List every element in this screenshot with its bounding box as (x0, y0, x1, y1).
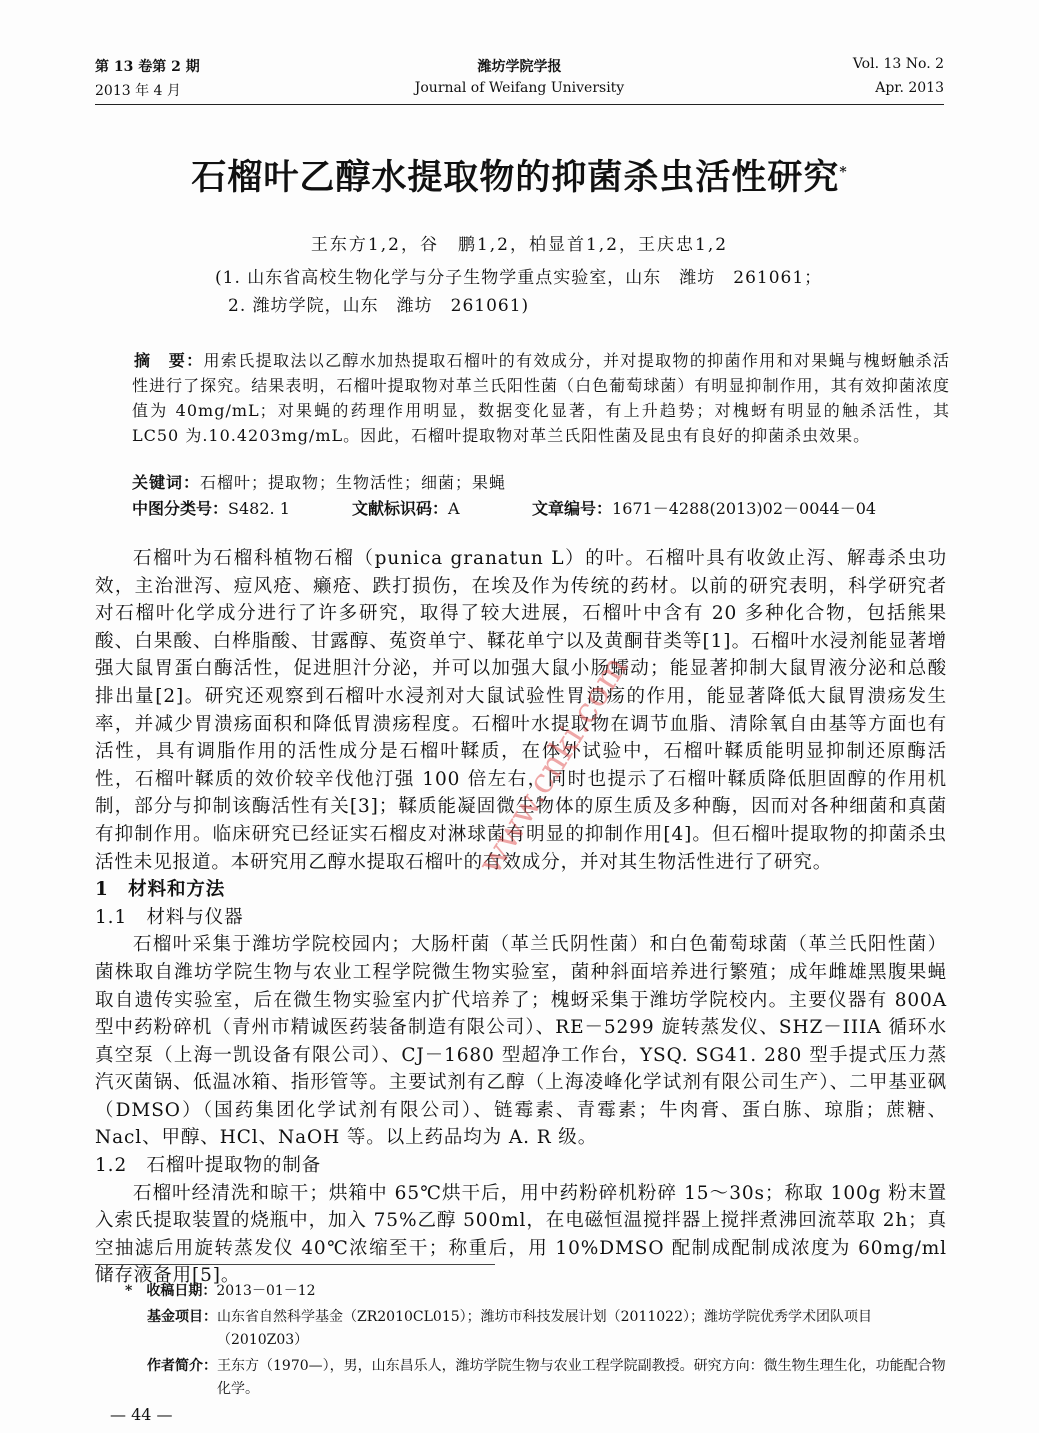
footnote-fund (147, 1306, 947, 1352)
date-en: Apr. 2013 (875, 80, 944, 96)
title-text: 石榴叶乙醇水提取物的抑菌杀虫活性研究 (191, 157, 840, 198)
doc-code (352, 496, 460, 519)
received-label: * 收稿日期： (125, 1283, 217, 1299)
page-number: — 44 — (110, 1405, 173, 1424)
author-bio-text: 王东方（1970—），男，山东昌乐人，潍坊学院生物与农业工程学院副教授。研究方向：微生物生理生化，功能配合物化学。 (217, 1358, 946, 1397)
journal-cn: 潍坊学院学报 (477, 59, 562, 75)
received-date: 2013－01－12 (216, 1283, 316, 1299)
keywords-text: 石榴叶；提取物；生物活性；细菌；果蝇 (200, 473, 507, 492)
article-number-label: 文章编号： (532, 499, 613, 518)
subsection-heading: 1.1 材料与仪器 (95, 906, 244, 928)
keywords-label: 关键词： (132, 473, 201, 492)
journal-en: Journal of Weifang University (414, 80, 625, 96)
affiliation-2: 2. 潍坊学院，山东 潍坊 261061) (228, 296, 530, 316)
fund-label: 基金项目： (147, 1309, 217, 1325)
article-number-value: 1671－4288(2013)02－0044－04 (612, 499, 877, 518)
section-heading: 1 材料和方法 (95, 879, 226, 901)
volume-cn: 第 13 卷第 2 期 (95, 59, 200, 75)
preparation-paragraph: 石榴叶经清洗和晾干；烘箱中 65℃烘干后，用中药粉碎机粉碎 15～30s；称取 100g 粉末置入索氏提取装置的烧瓶中，加入 75%乙醇 500ml，在电磁恒温搅拌器上搅拌煮沸回流萃取 2h；真空抽滤后用旋转蒸发仪 40℃浓缩至干；称重后，用 10%DMSO 配制成配制成浓度为 60mg/ml 储存液备用[5]。 (95, 1182, 947, 1287)
classification (132, 496, 290, 519)
title-footnote-mark: * (839, 164, 848, 181)
doc-code-value: A (448, 499, 460, 518)
header-rule (95, 104, 944, 105)
abstract-text: 用索氏提取法以乙醇水加热提取石榴叶的有效成分，并对提取物的抑菌作用和对果蝇与槐蚜触杀活性进行了探究。结果表明，石榴叶提取物对革兰氏阳性菌（白色葡萄球菌）有明显抑制作用，其有效抑菌浓度值为 40mg/mL；对果蝇的药理作用明显，数据变化显著，有上升趋势；对槐蚜有明显的触杀活性，其 LC50 为.10.4203mg/mL。因此，石榴叶提取物对革兰氏阳性菌及昆虫有良好的抑菌杀虫效果。 (132, 351, 950, 445)
subsection-heading: 1.2 石榴叶提取物的制备 (95, 1155, 322, 1177)
footnote-received (125, 1280, 945, 1303)
affiliation-1: (1. 山东省高校生物化学与分子生物学重点实验室，山东 潍坊 261061； (215, 268, 823, 288)
paper-title (0, 150, 1039, 200)
keywords (132, 470, 950, 495)
article-number (532, 496, 876, 519)
intro-paragraph: 石榴叶为石榴科植物石榴（punica granatun L）的叶。石榴叶具有收敛止泻、解毒杀虫功效，主治泄泻、痘风疮、癞疮、跌打损伤，在埃及作为传统的药材。以前的研究表明，科学研究者对石榴叶化学成分进行了许多研究，取得了较大进展，石榴叶中含有 20 多种化合物，包括熊果酸、白果酸、白桦脂酸、甘露醇、菟资单宁、鞣花单宁以及黄酮苷类等[1]。石榴叶水浸剂能显著增强大鼠胃蛋白酶活性，促进胆汁分泌，并可以加强大鼠小肠蠕动；能显著抑制大鼠胃液分泌和总酸排出量[2]。研究还观察到石榴叶水浸剂对大鼠试验性胃溃疡的作用，能显著降低大鼠胃溃疡发生率，并减少胃溃疡面积和降低胃溃疡程度。石榴叶水提取物在调节血脂、清除氧自由基等方面也有活性，具有调脂作用的活性成分是石榴叶鞣质，在体外试验中，石榴叶鞣质能明显抑制还原酶活性，石榴叶鞣质的效价较辛伐他汀强 100 倍左右，同时也提示了石榴叶鞣质降低胆固醇的作用机制，部分与抑制该酶活性有关[3]；鞣质能凝固微生物体的原生质及多种酶，因而对各种细菌和真菌有抑制作用。临床研究已经证实石榴皮对淋球菌有明显的抑制作用[4]。但石榴叶提取物的抑菌杀虫活性未见报道。本研究用乙醇水提取石榴叶的有效成分，并对其生物活性进行了研究。 (95, 548, 947, 873)
footnote-rule (95, 1264, 495, 1265)
author-bio-label: 作者简介： (147, 1358, 217, 1374)
watermark: www.cnki.com (470, 648, 636, 882)
fund-text: 山东省自然科学基金（ZR2010CL015）；潍坊市科技发展计划（2011022）；潍坊学院优秀学术团队项目（2010Z03） (217, 1309, 872, 1348)
materials-paragraph: 石榴叶采集于潍坊学院校园内；大肠杆菌（革兰氏阴性菌）和白色葡萄球菌（革兰氏阳性菌）菌株取自潍坊学院生物与农业工程学院微生物实验室，菌种斜面培养进行繁殖；成年雌雄黑腹果蝇取自遗传实验室，后在微生物实验室内扩代培养了；槐蚜采集于潍坊学院校内。主要仪器有 800A 型中药粉碎机（青州市精诚医药装备制造有限公司）、RE－5299 旋转蒸发仪、SHZ－IIIA 循环水真空泵（上海一凯设备有限公司）、CJ－1680 型超净工作台，YSQ. SG41. 280 型手提式压力蒸汽灭菌锅、低温冰箱、指形管等。主要试剂有乙醇（上海凌峰化学试剂有限公司生产）、二甲基亚砜（DMSO）（国药集团化学试剂有限公司）、链霉素、青霉素；牛肉膏、蛋白胨、琼脂；蔗糖、Nacl、甲醇、HCl、NaOH 等。以上药品均为 A. R 级。 (95, 934, 947, 1149)
classification-value: S482. 1 (228, 499, 290, 518)
footnote-author (147, 1355, 947, 1401)
abstract-label: 摘 要： (134, 351, 204, 370)
body-text (95, 545, 947, 1290)
authors: 王东方1,2，谷 鹏1,2，柏显首1,2，王庆忠1,2 (310, 235, 729, 255)
date-cn: 2013 年 4 月 (95, 83, 181, 99)
abstract (132, 348, 950, 448)
classification-label: 中图分类号： (132, 499, 229, 518)
volume-en: Vol. 13 No. 2 (852, 56, 944, 72)
doc-code-label: 文献标识码： (352, 499, 449, 518)
